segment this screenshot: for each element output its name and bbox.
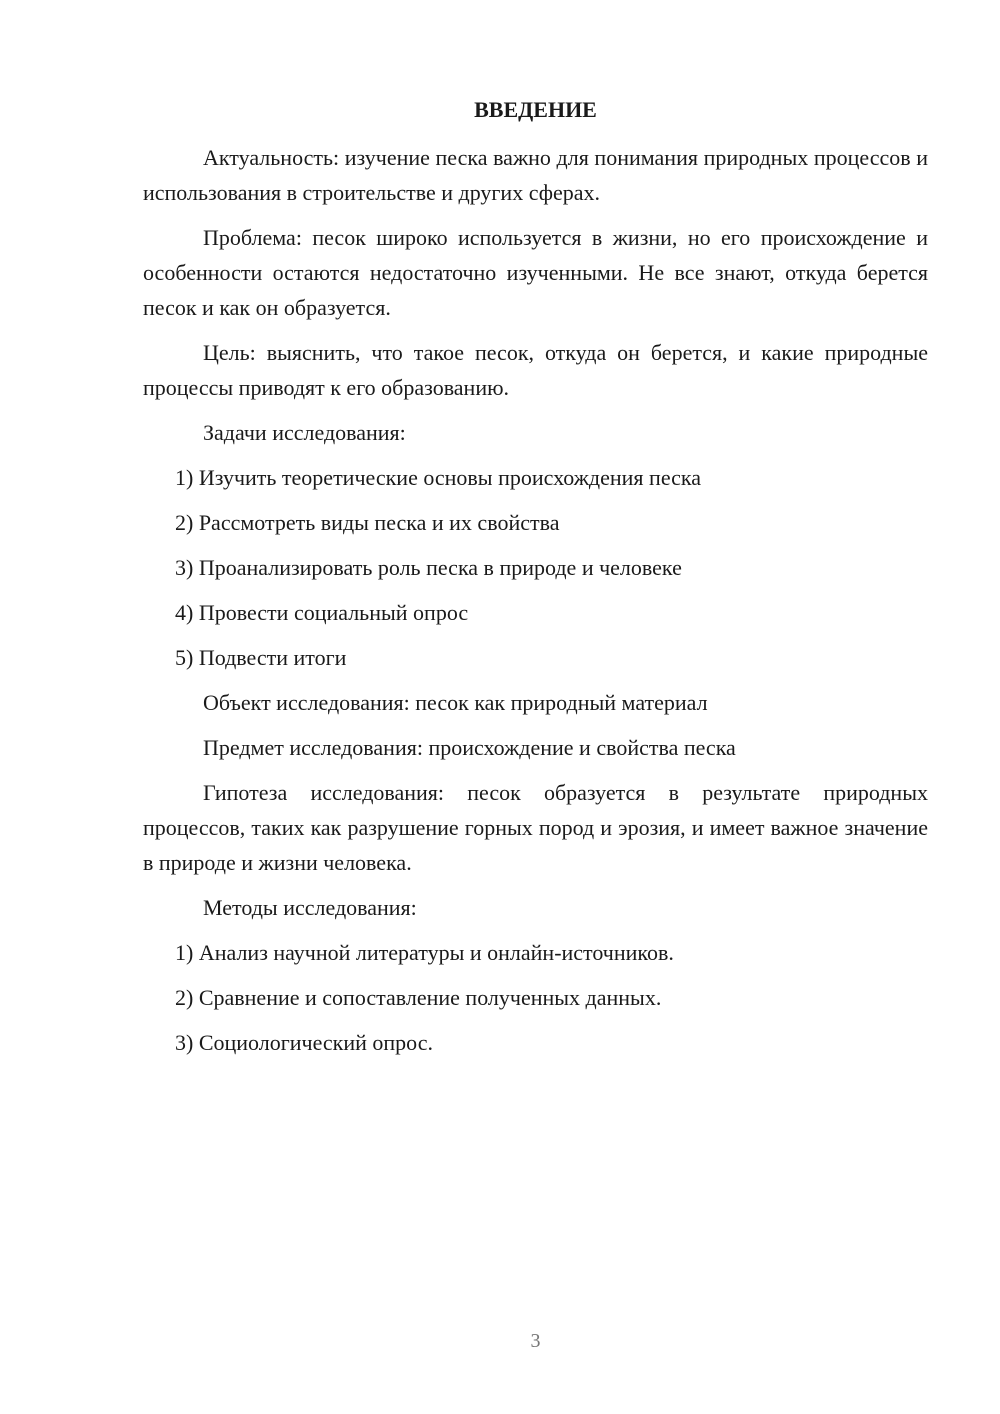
task-item: 1) Изучить теоретические основы происхождения песка [175, 465, 702, 490]
tasks-title: Задачи исследования: [203, 420, 406, 445]
method-item: 2) Сравнение и сопоставление полученных данных. [175, 985, 662, 1010]
task-item: 2) Рассмотреть виды песка и их свойства [175, 510, 560, 535]
relevance-paragraph: Актуальность: изучение песка важно для понимания природных процессов и использования в строительстве и других сферах. [143, 145, 928, 205]
task-item: 5) Подвести итоги [175, 645, 347, 670]
subject-line: Предмет исследования: происхождение и свойства песка [203, 735, 736, 760]
hypothesis-paragraph: Гипотеза исследования: песок образуется в результате природных процессов, таких как разрушение горных пород и эрозия, и имеет важное значение в природе и жизни человека. [143, 780, 928, 875]
section-heading: ВВЕДЕНИЕ [474, 97, 597, 122]
object-line: Объект исследования: песок как природный материал [203, 690, 708, 715]
task-item: 4) Провести социальный опрос [175, 600, 469, 625]
goal-paragraph: Цель: выяснить, что такое песок, откуда он берется, и какие природные процессы приводят к его образованию. [143, 340, 928, 400]
methods-title: Методы исследования: [203, 895, 417, 920]
problem-paragraph: Проблема: песок широко используется в жизни, но его происхождение и особенности остаются недостаточно изученными. Не все знают, откуда берется песок и как он образуется. [143, 225, 928, 320]
method-item: 3) Социологический опрос. [175, 1030, 433, 1055]
method-item: 1) Анализ научной литературы и онлайн-источников. [175, 940, 674, 965]
document-body [143, 92, 928, 1060]
page-number: 3 [530, 1330, 541, 1352]
task-item: 3) Проанализировать роль песка в природе и человеке [175, 555, 682, 580]
